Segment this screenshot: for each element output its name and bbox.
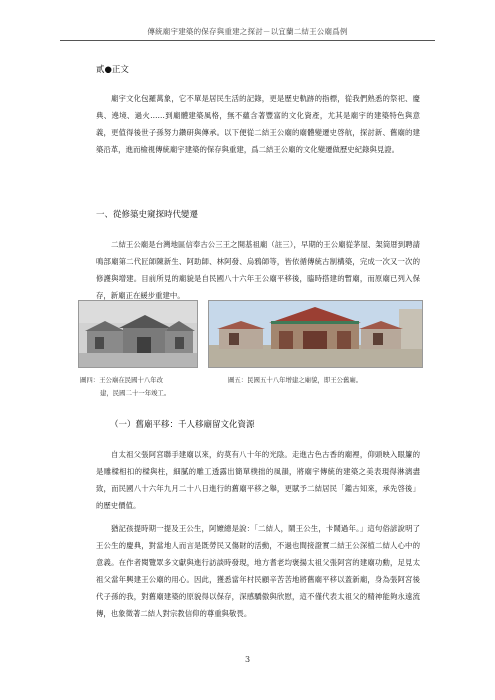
figure4-caption-line2: 建，民國二十一年竣工。 <box>100 389 171 397</box>
figure4-caption <box>80 374 200 400</box>
intro-paragraph: 廟宇文化包羅萬象，它不單是居民生活的記錄，更是歷史軌跡的指標，從我們熟悉的祭祀、慶典、遶境、過火……到廟體建築風格，無不蘊含著豐富的文化資產，尤其是廟宇的建築特色與意義，更值得後世子孫努力鑽研與傳承。以下便從二結王公廟的廟體變遷史啓航，探討新、舊廟的建築沿革，進而檢視傳統廟宇建築的保存與重建，爲二結王公廟的文化變遷做歷史紀錄與見證。 <box>96 94 420 154</box>
header-divider <box>60 40 435 41</box>
elder-saying-paragraph: 猶記孩提時期一提及王公生，阿嬤總是說：「二結人，鬧王公生，卡鬧過年。」這句俗諺說明了王公生的慶典，對當地人而言是既勞民又傷財的活動，不過也間接證實二結王公深植二結人心中的意義。在作者閱覽眾多文獻與進行訪談時發現，地方耆老均褒揚太祖父張阿宮的建廟功勳，足見太祖父當年興建王公廟的用心。因此，獲悉當年村民顧辛苦苦地將舊廟平移以蓋新廟，身為張阿宮後代子孫的我，對舊廟建築的原貌得以保存，深感驕傲與欣慰，這不僅代表太祖父的精神能夠永遠流傳，也象徵著二結人對宗教信仰的尊重與敬畏。 <box>96 524 420 618</box>
running-header: 傳統廟宇建築的保存與重建之探討－以宜蘭二結王公廟爲例 <box>147 27 348 36</box>
subsection-heading-relocation: （一）舊廟平移：千人移廟留文化資源 <box>110 420 255 430</box>
page-number: 3 <box>244 655 251 664</box>
old-temple-photo-image <box>79 301 197 367</box>
subsection-heading-history: 一、從修築史窺探時代變遷 <box>96 210 199 220</box>
old-temple-color-photo-image <box>209 301 422 367</box>
old-temple-photo <box>78 300 198 368</box>
relocation-paragraph: 自太祖父張阿宮聯手建廟以來，約莫有八十年的光陰。走進古色古香的廟裡，仰頭映入眼簾的是雕樑相扣的樑與柱，細膩的雕工透露出簡單樸拙的風韻，將廟宇傳統的建築之美表現得淋漓盡致，而民國八十六年九月二十八日進行的舊廟平移之舉，更賦予二結居民「鑑古知來，承先啓後」的歷史價值。 <box>96 450 420 510</box>
section-heading: 貳●正文 <box>96 65 129 75</box>
history-paragraph: 二結王公廟是台灣地區信奉古公三王之開基祖廟（註三），早期的王公廟從茅屋、架筒厝到聘請鳴部廟第二代匠師陳新生、阿助師、林阿發、烏鴉師等，皆依循傳統古制構築，完成一次又一次的修護與增建。目前所見的廟貌是自民國八十六年王公廟平移後，臨時搭建的暫廟，而原廟已列入保存，新廟正在緩步重建中。 <box>96 240 420 300</box>
figure5-caption: 圖五：民國五十八年增建之廟貌，即王公舊廟。 <box>228 376 363 384</box>
old-temple-color-photo <box>208 300 423 368</box>
figure4-caption-line1: 圖四：王公廟在民國十八年改 <box>80 376 164 384</box>
